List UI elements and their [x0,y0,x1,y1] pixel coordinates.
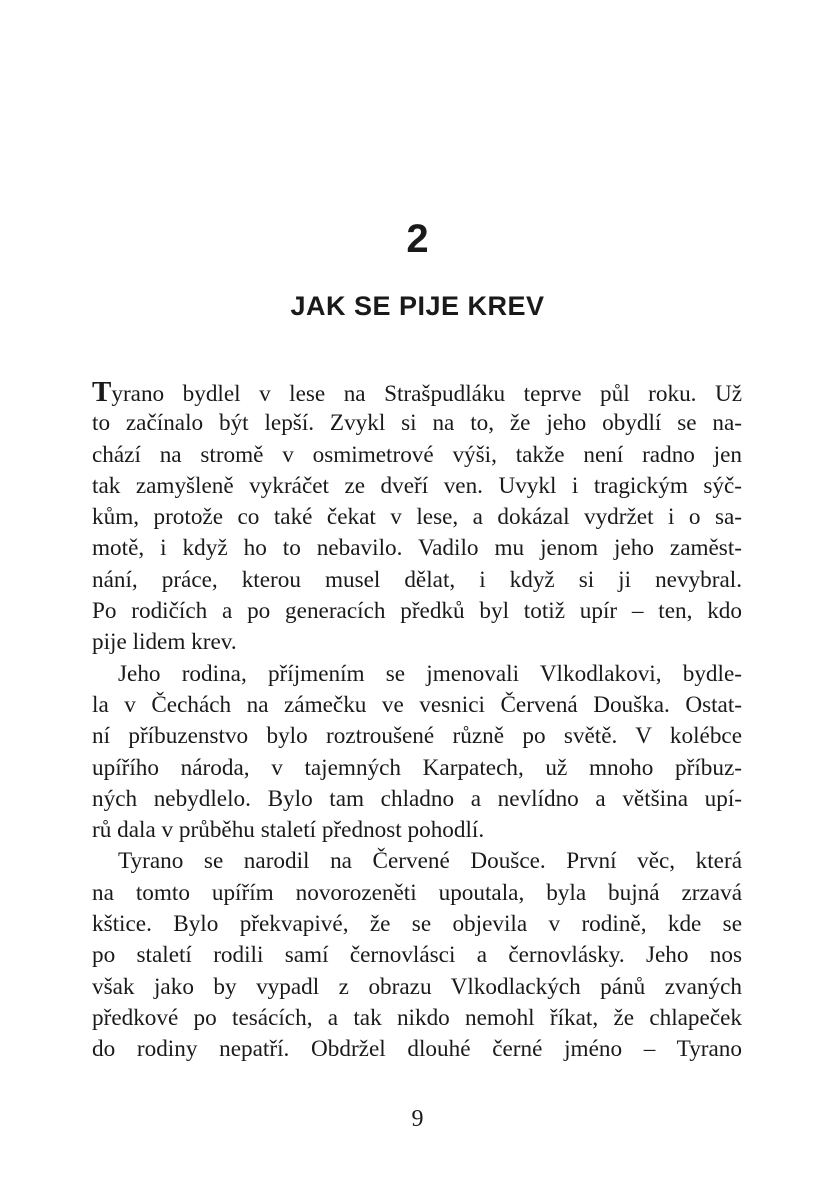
text-line: ní příbuzenstvo bylo roztroušené různě po světě. V kolébce [92,723,742,750]
text-line: Po rodičích a po generacích předků byl totiž upír – ten, kdo [92,598,742,625]
text-line-content: yrano bydlel v lese na Strašpudláku teprve půl roku. Už [111,381,742,407]
text-line: po staletí rodili samí černovlásci a černovlásky. Jeho nos [92,942,742,969]
chapter-title: JAK SE PIJE KREV [290,291,545,321]
text-line: upířího národa, v tajemných Karpatech, už mnoho příbuz- [92,754,742,781]
text-line: ných nebydlelo. Bylo tam chladno a nevlídno a většina upí- [92,785,742,812]
text-line: Tyrano se narodil na Červené Doušce. První věc, která [118,848,742,875]
text-line: rů dala v průběhu staletí přednost pohodlí. [92,817,485,844]
text-line: na tomto upířím novorozeněti upoutala, byla bujná zrzavá [92,879,742,906]
paragraph-3 [92,846,742,1065]
text-line: kštice. Bylo překvapivé, že se objevila v rodině, kde se [92,911,742,938]
text-line: motě, i když ho to nebavilo. Vadilo mu jenom jeho zaměst- [92,535,742,562]
paragraph-2 [92,659,742,847]
text-line [92,377,742,408]
text-line: do rodiny nepatří. Obdržel dlouhé černé jméno – Tyrano [92,1036,742,1063]
chapter-number: 2 [406,217,429,261]
text-line: chází na stromě v osmimetrové výši, takže není radno jen [92,441,742,468]
text-line: předkové po tesácích, a tak nikdo nemohl říkat, že chlapeček [92,1004,742,1031]
drop-cap: T [92,376,112,408]
text-line: Jeho rodina, příjmením se jmenovali Vlkodlakovi, bydle- [118,660,742,687]
text-line: to začínalo být lepší. Zvykl si na to, že jeho obydlí se na- [92,410,742,437]
paragraph-1 [92,377,742,659]
text-line: pije lidem krev. [92,629,237,656]
text-line: nání, práce, kterou musel dělat, i když si ji nevybral. [92,566,742,593]
text-line: kům, protože co také čekat v lese, a dokázal vydržet i o sa- [92,504,742,531]
text-line: la v Čechách na zámečku ve vesnici Červená Douška. Ostat- [92,691,742,718]
text-line: však jako by vypadl z obrazu Vlkodlackých pánů zvaných [92,973,742,1000]
page-number: 9 [411,1106,424,1132]
text-line: tak zamyšleně vykráčet ze dveří ven. Uvykl i tragickým sýč- [92,472,742,499]
body-text [92,377,742,1066]
